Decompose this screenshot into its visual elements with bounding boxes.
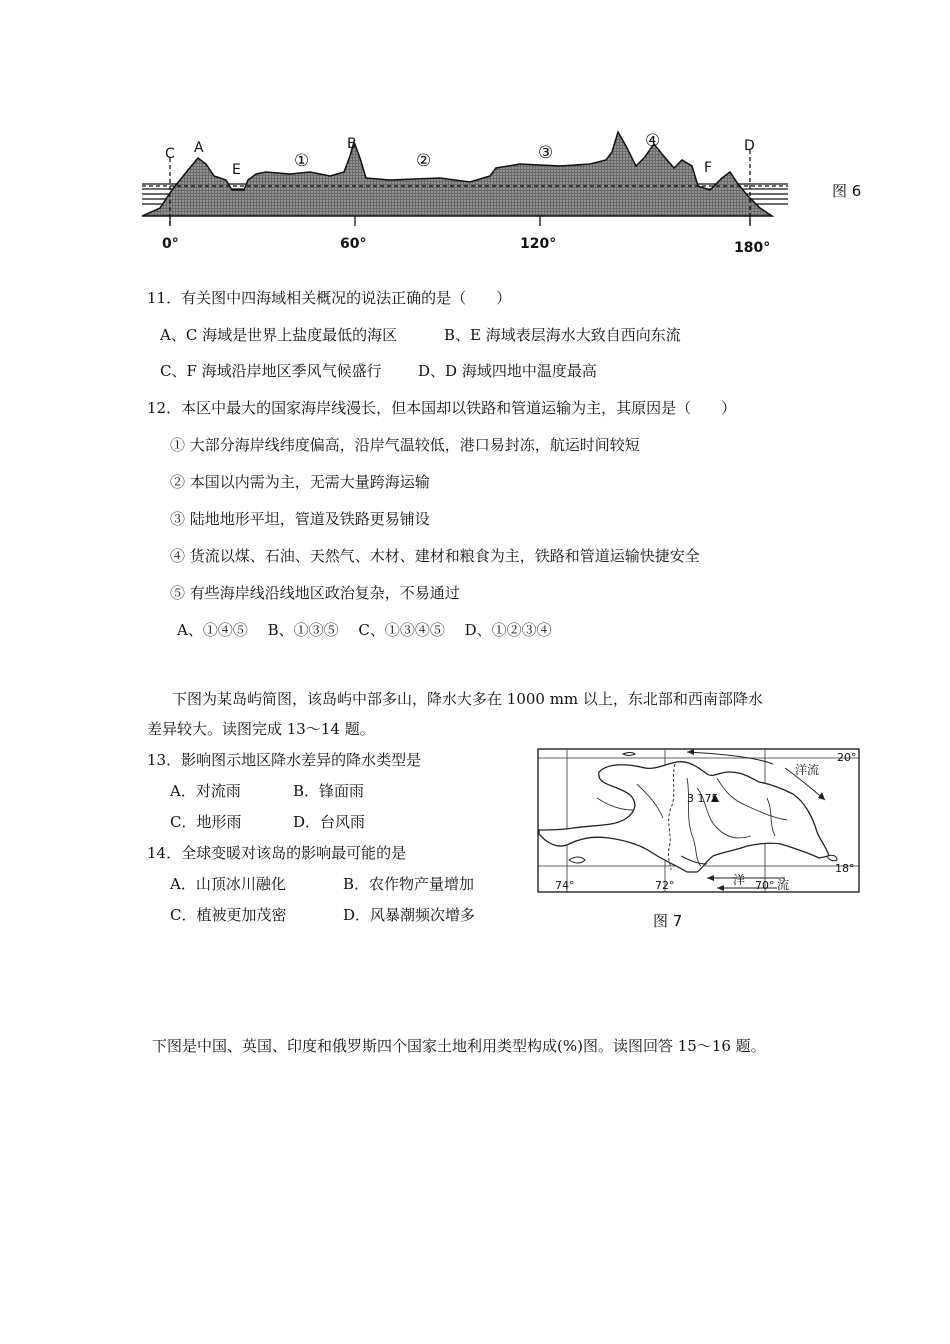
q14-option-a: A．山顶冰川融化 — [170, 875, 286, 893]
q12-options: A、①④⑤ B、①③⑤ C、①③④⑤ D、①②③④ — [177, 621, 552, 639]
q11-option-c: C、F 海域沿岸地区季风气候盛行 — [160, 362, 382, 380]
region-label-2: ② — [416, 151, 432, 171]
current-label-bottom-a: 洋 — [733, 873, 746, 887]
tick-label-0: 0° — [162, 236, 179, 252]
point-label-a: A — [194, 140, 204, 156]
tick-label-180: 180° — [734, 240, 771, 256]
q13-option-c: C．地形雨 — [170, 813, 242, 831]
q11-stem: 11．有关图中四海域相关概况的说法正确的是（ ） — [147, 289, 512, 307]
region-label-3: ③ — [538, 143, 554, 163]
point-label-e: E — [232, 162, 241, 178]
current-label-bottom-b: 流 — [777, 878, 790, 892]
q11-option-a: A、C 海域是世界上盐度最低的海区 — [160, 326, 398, 344]
current-label-top: 洋流 — [795, 763, 820, 777]
q13-option-a: A．对流雨 — [170, 782, 241, 800]
q12-item-5: ⑤ 有些海岸线沿线地区政治复杂，不易通过 — [170, 584, 460, 602]
q14-option-b: B．农作物产量增加 — [343, 875, 475, 893]
point-label-d: D — [744, 138, 755, 154]
q12-stem: 12．本区中最大的国家海岸线漫长，但本国却以铁路和管道运输为主，其原因是（ ） — [147, 399, 737, 417]
q12-item-2: ② 本国以内需为主，无需大量跨海运输 — [170, 473, 430, 491]
q14-option-d: D．风暴潮频次增多 — [343, 906, 476, 924]
q14-stem: 14．全球变暖对该岛的影响最可能的是 — [147, 844, 407, 862]
intro-13-line-1: 下图为某岛屿简图，该岛屿中部多山，降水大多在 1000 mm 以上，东北部和西南部降水 — [172, 690, 763, 708]
latitude-top-label: 20° — [837, 751, 857, 764]
intro-13-line-2: 差异较大。读图完成 13～14 题。 — [147, 720, 375, 738]
tick-label-120: 120° — [520, 236, 557, 252]
point-label-c: C — [165, 146, 175, 162]
longitude-label-72: 72° — [655, 879, 675, 892]
region-label-4: ④ — [645, 131, 661, 151]
longitude-label-70: 70° — [755, 879, 775, 892]
tick-label-60: 60° — [340, 236, 367, 252]
intro-15: 下图是中国、英国、印度和俄罗斯四个国家土地利用类型构成(%)图。读图回答 15～16 题。 — [152, 1037, 766, 1055]
figure-6-caption: 图 6 — [832, 182, 862, 200]
q13-option-d: D．台风雨 — [293, 813, 366, 831]
figure-7-caption: 图 7 — [653, 912, 683, 930]
latitude-bottom-label: 18° — [835, 862, 855, 875]
q12-item-4: ④ 货流以煤、石油、天然气、木材、建材和粮食为主，铁路和管道运输快捷安全 — [170, 547, 700, 565]
q14-option-c: C．植被更加茂密 — [170, 906, 287, 924]
figure-6-profile — [140, 128, 790, 258]
q11-option-d: D、D 海域四地中温度最高 — [418, 362, 597, 380]
point-label-b: B — [347, 136, 357, 152]
peak-elevation-label: 3 175 — [687, 792, 719, 805]
q13-stem: 13．影响图示地区降水差异的降水类型是 — [147, 751, 422, 769]
q11-option-b: B、E 海域表层海水大致自西向东流 — [444, 326, 681, 344]
figure-7-island-map — [537, 748, 860, 893]
q12-item-3: ③ 陆地地形平坦，管道及铁路更易铺设 — [170, 510, 430, 528]
point-label-f: F — [704, 160, 713, 176]
q13-option-b: B．锋面雨 — [293, 782, 365, 800]
region-label-1: ① — [294, 151, 310, 171]
q12-item-1: ① 大部分海岸线纬度偏高，沿岸气温较低，港口易封冻，航运时间较短 — [170, 436, 640, 454]
longitude-label-74: 74° — [555, 879, 575, 892]
